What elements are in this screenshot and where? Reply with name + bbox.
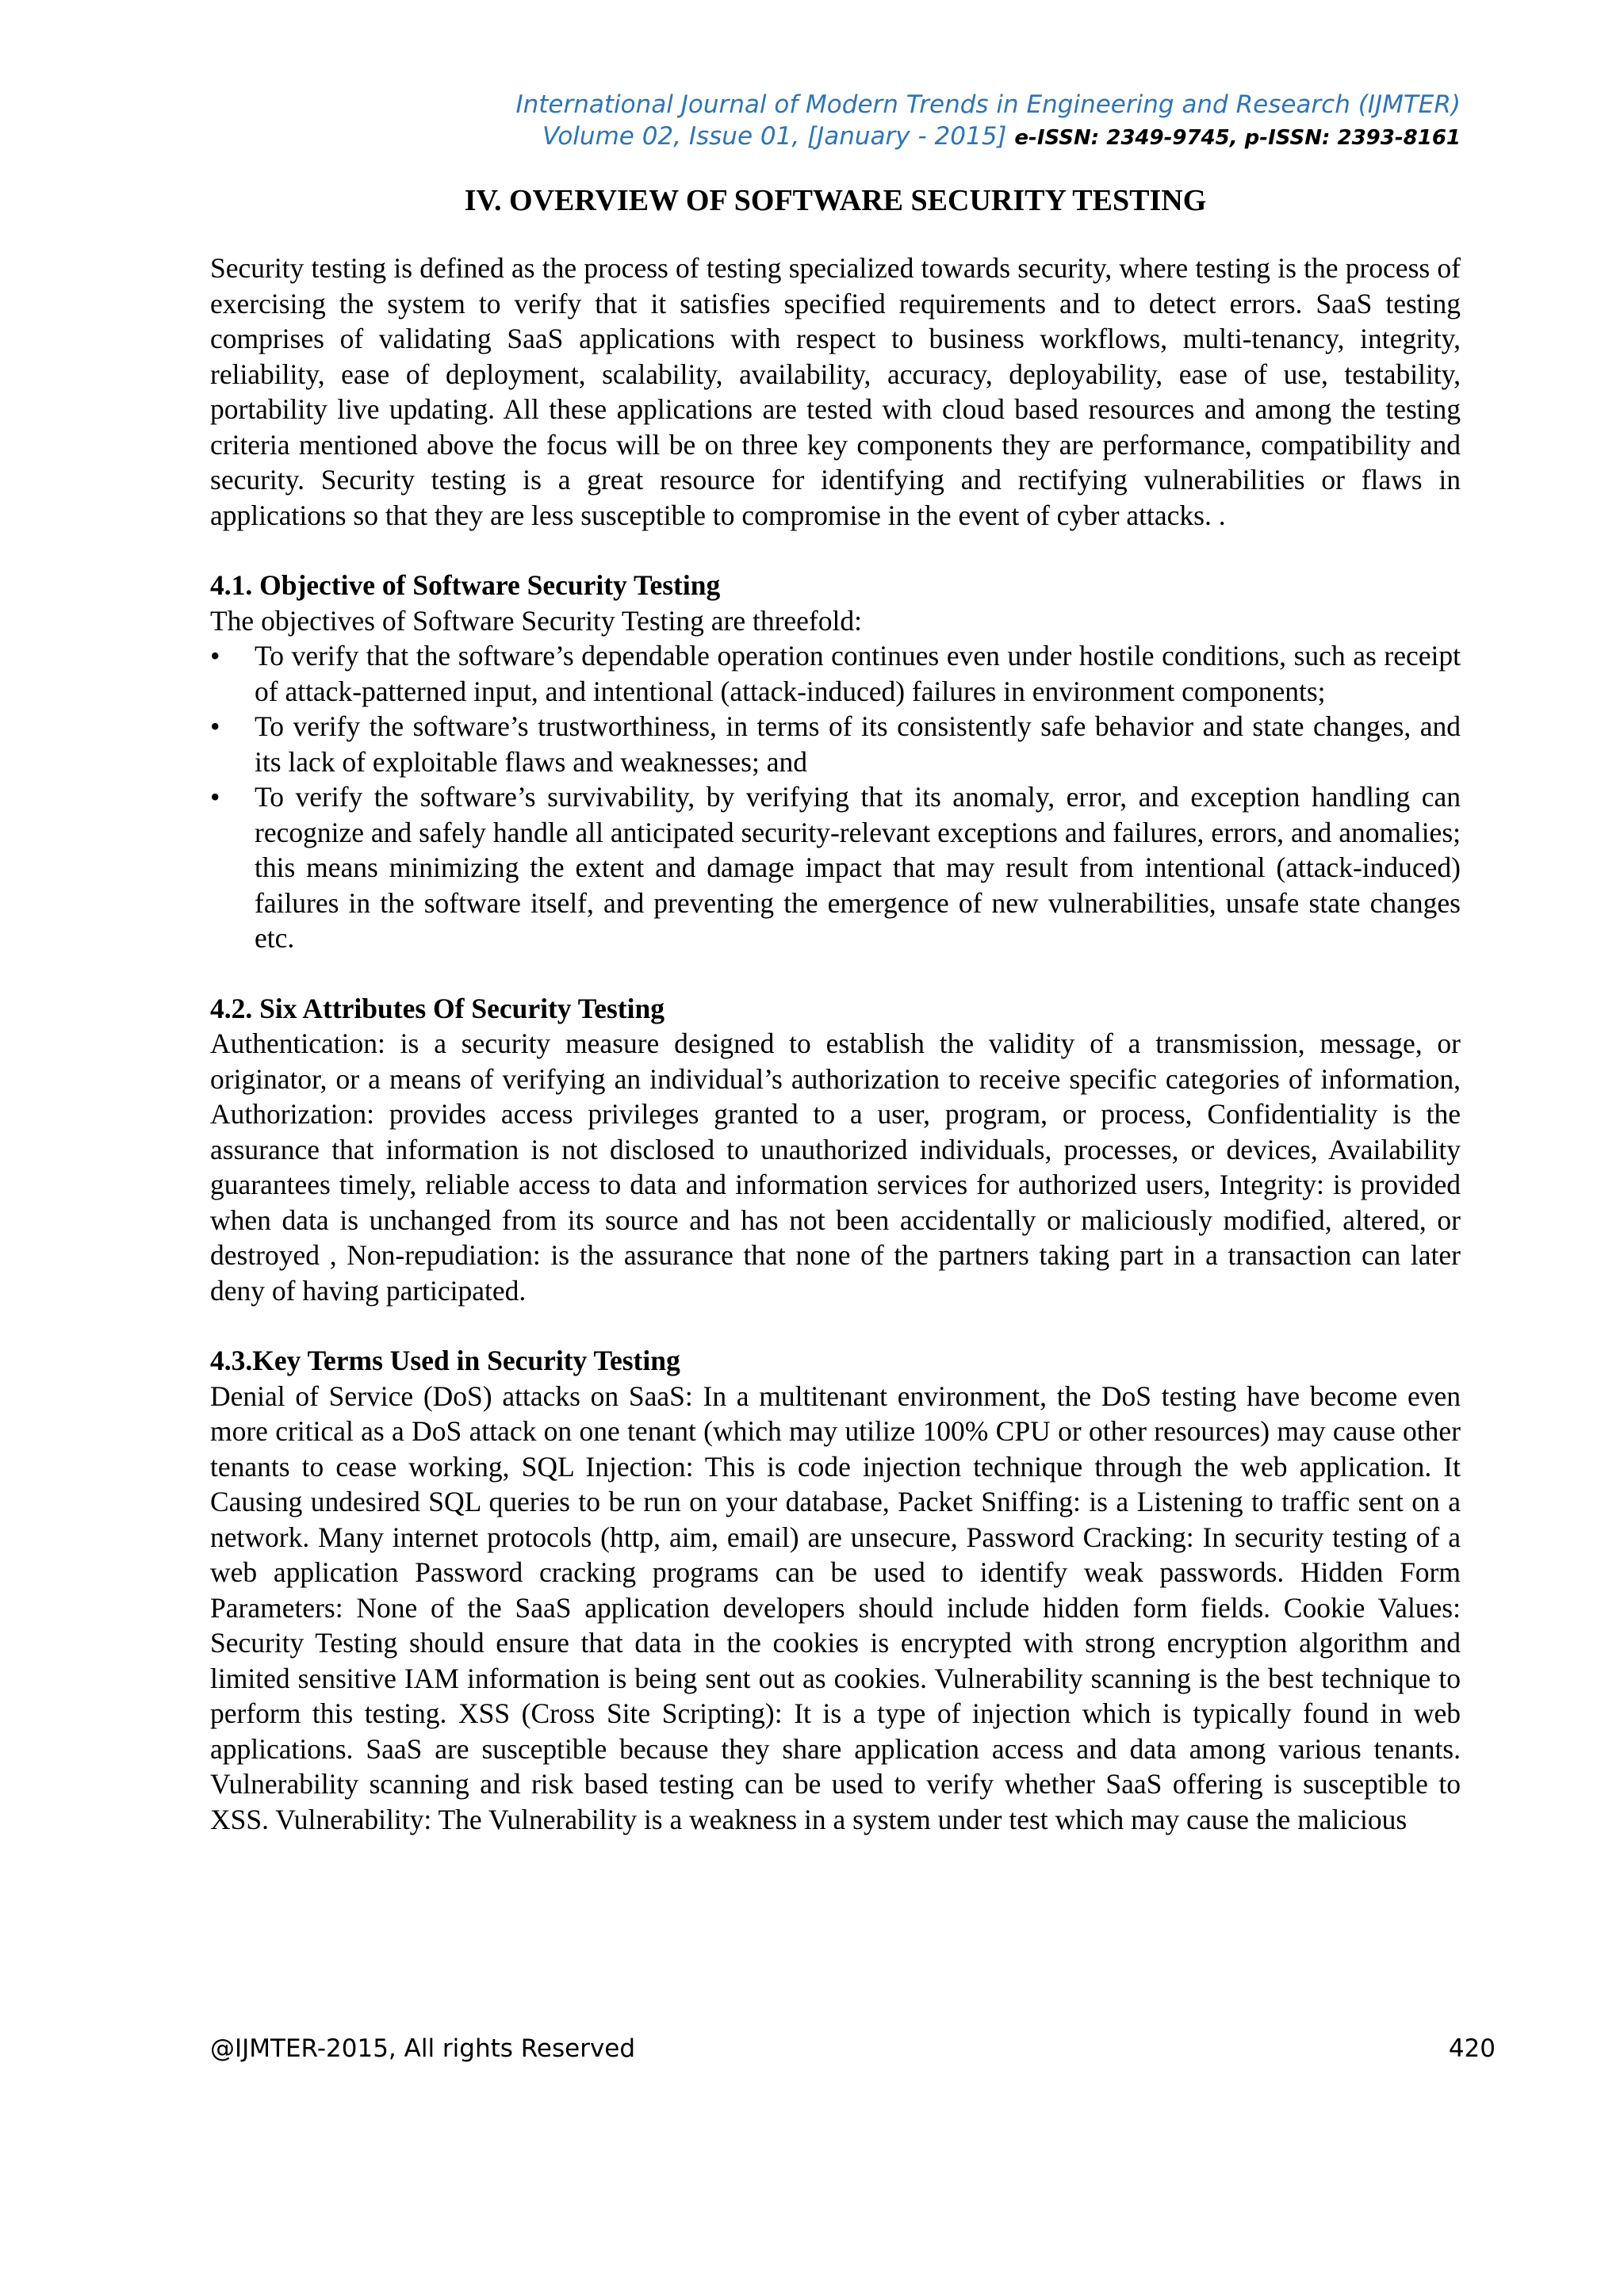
subsection-heading-4-1: 4.1. Objective of Software Security Testing [210,569,721,601]
attributes-paragraph: Authentication: is a security measure designed to establish the validity of a transmission, message, or originator, or a means of verifying an individual’s authorization to receive specific categories of information, Authorization: provides access privileges granted to a user, program, or process, Confidentiality is the assurance that information is not disclosed to unauthorized individuals, processes, or devices, Availability guarantees timely, reliable access to data and information services for authorized users, Integrity: is provided when data is unchanged from its source and has not been accidentally or maliciously modified, altered, or destroyed , Non-repudiation: is the assurance that none of the partners taking part in a transaction can later deny of having participated. [210,1027,1461,1307]
intro-paragraph: Security testing is defined as the process of testing specialized towards security, where testing is the process of exercising the system to verify that it satisfies specified requirements and to detect errors. SaaS testing comprises of validating SaaS applications with respect to business workflows, multi-tenancy, integrity, reliability, ease of deployment, scalability, availability, accuracy, deployability, ease of use, testability, portability live updating. All these applications are tested with cloud based resources and among the testing criteria mentioned above the focus will be on three key components they are performance, compatibility and security. Security testing is a great resource for identifying and rectifying vulnerabilities or flaws in applications so that they are less susceptible to compromise in the event of cyber attacks. . [210,252,1461,531]
list-item-text: To verify the software’s survivability, by verifying that its anomaly, error, and exception handling can recognize and safely handle all anticipated security-relevant exceptions and failures, errors, and anomalies; this means minimizing the extent and damage impact that may result from intentional (attack-induced) failures in the software itself, and preventing the emergence of new vulnerabilities, unsafe state changes etc. [255,781,1461,954]
list-item [210,709,1461,779]
list-item [210,779,1461,956]
list-item [210,638,1461,709]
bullet-icon: • [210,710,220,742]
bullet-icon: • [210,640,220,672]
list-item-text: To verify that the software’s dependable operation continues even under hostile conditions, such as receipt of attack-patterned input, and intentional (attack-induced) failures in environment components; [255,640,1461,707]
journal-issn: e-ISSN: 2349-9745, p-ISSN: 2393-8161 [1014,126,1461,150]
key-terms-paragraph: Denial of Service (DoS) attacks on SaaS: In a multitenant environment, the DoS testing have become even more critical as a DoS attack on one tenant (which may utilize 100% CPU or other resources) may cause other tenants to cease working, SQL Injection: This is code injection technique through the web application. It Causing undesired SQL queries to be run on your database, Packet Sniffing: is a Listening to traffic sent on a network. Many internet protocols (http, aim, email) are unsecure, Password Cracking: In security testing of a web application Password cracking programs can be used to identify weak passwords. Hidden Form Parameters: None of the SaaS application developers should include hidden form fields. Cookie Values: Security Testing should ensure that data in the cookies is encrypted with strong encryption algorithm and limited sensitive IAM information is being sent out as cookies. Vulnerability scanning is the best technique to perform this testing. XSS (Cross Site Scripting): It is a type of injection which is typically found in web applications. SaaS are susceptible because they share application access and data among various tenants. Vulnerability scanning and risk based testing can be used to verify whether SaaS offering is susceptible to XSS. Vulnerability: The Vulnerability is a weakness in a system under test which may cause the malicious [210,1380,1461,1835]
journal-title: International Journal of Modern Trends in Engineering and Research (IJMTER) [515,90,1461,119]
bullet-icon: • [210,781,220,813]
journal-volume: Volume 02, Issue 01, [January - 2015] [542,122,1007,151]
objectives-list [210,638,1461,956]
objectives-lead: The objectives of Software Security Testing are threefold: [210,604,862,637]
journal-volume-line [515,121,1461,154]
list-item-text: To verify the software’s trustworthiness, in terms of its consistently safe behavior and state changes, and its lack of exploitable flaws and weaknesses; and [255,710,1461,778]
section-title: IV. OVERVIEW OF SOFTWARE SECURITY TESTING [464,184,1207,217]
article-body [210,181,1461,1837]
footer-copyright: @IJMTER-2015, All rights Reserved [210,2034,636,2063]
subsection-heading-4-2: 4.2. Six Attributes Of Security Testing [210,992,665,1024]
page-number: 420 [1448,2034,1496,2063]
subsection-heading-4-3: 4.3.Key Terms Used in Security Testing [210,1345,680,1376]
journal-header [515,89,1461,154]
